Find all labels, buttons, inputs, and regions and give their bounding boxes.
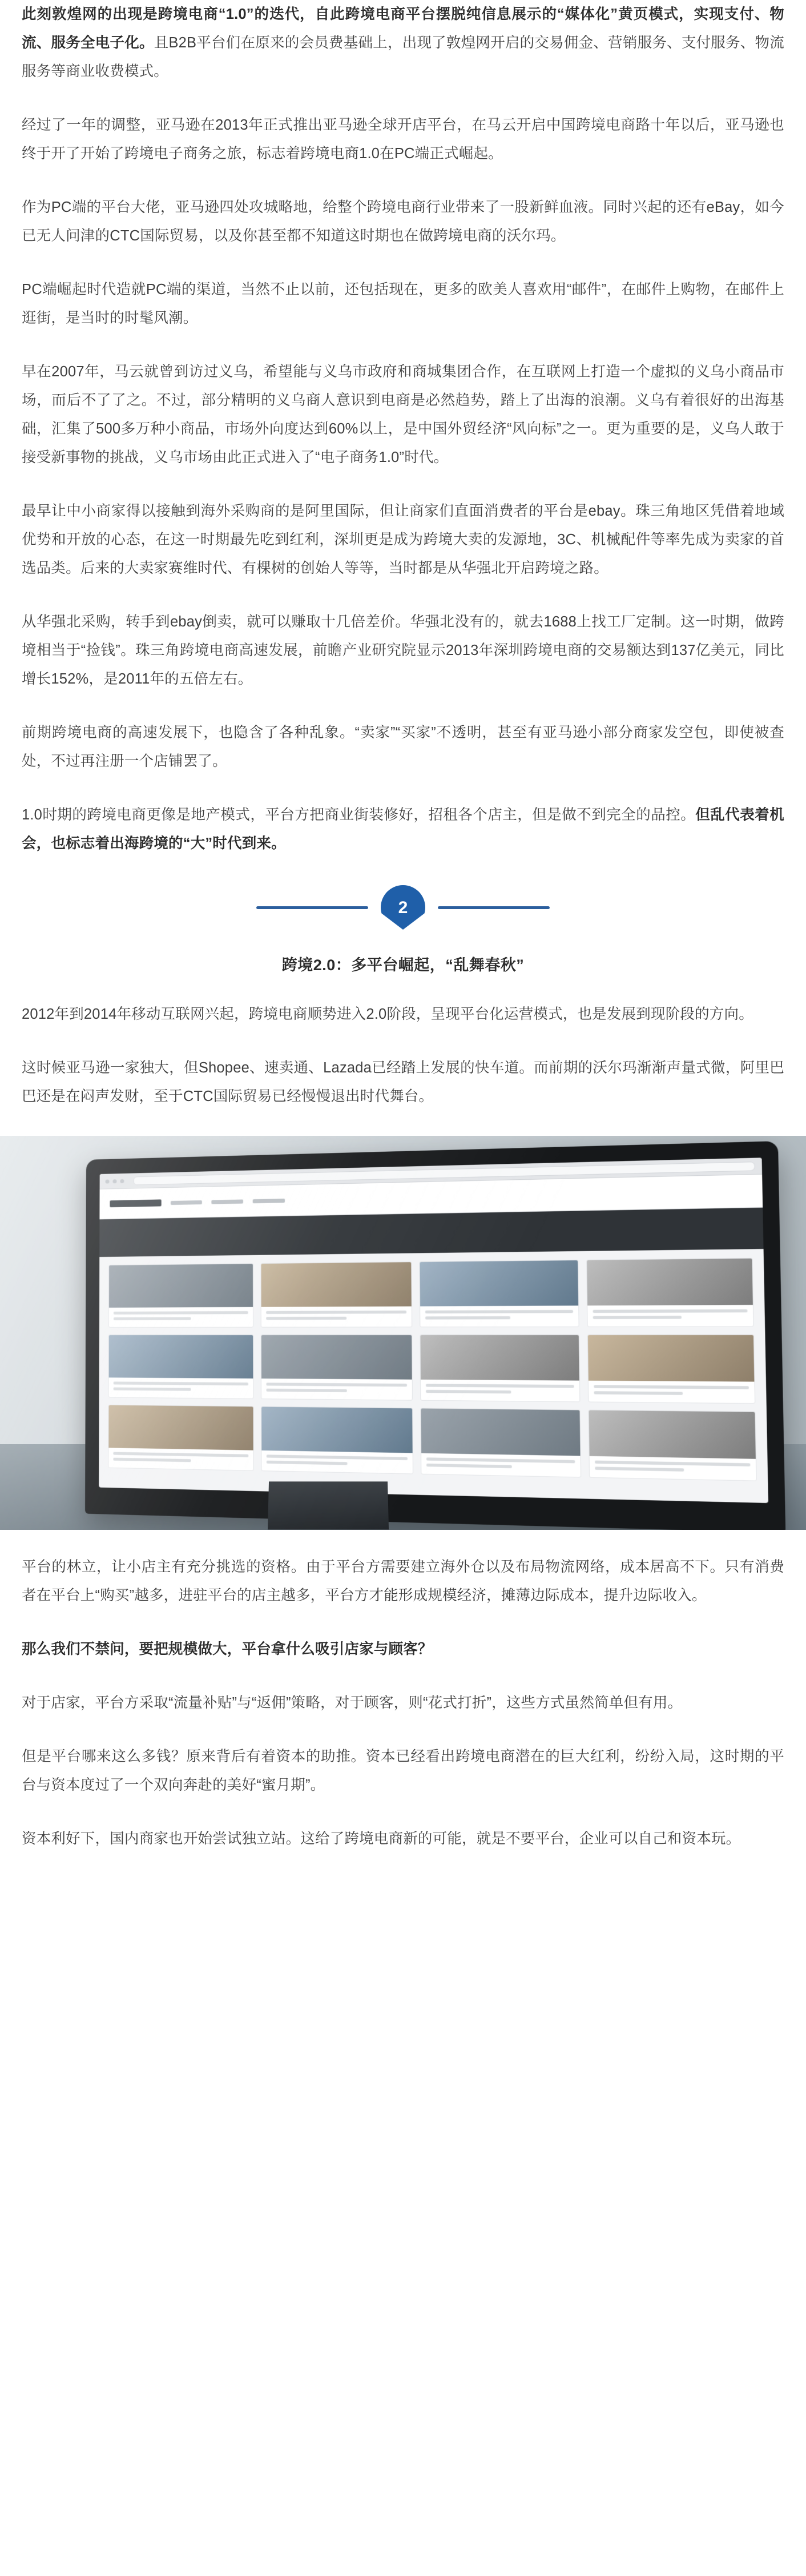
browser-dot-icon [120,1179,124,1183]
product-thumbnail [587,1259,753,1306]
paragraph-2: 经过了一年的调整，亚马逊在2013年正式推出亚马逊全球开店平台，在马云开启中国跨境电商路十年以后，亚马逊也终于开了开始了跨境电子商务之旅，标志着跨境电商1.0在PC端正式崛起。 [22,117,784,162]
product-thumbnail [261,1335,412,1380]
paragraph-14: 对于店家，平台方采取“流量补贴”与“返佣”策略，对于顾客，则“花式打折”，这些方式虽然简单但有用。 [22,1695,683,1711]
paragraph-8: 前期跨境电商的高速发展下，也隐含了各种乱象。“卖家”“买家”不透明，甚至有亚马逊小部分商家发空包，即使被查处，不过再注册一个店铺罢了。 [22,725,784,769]
product-card [260,1261,412,1327]
browser-dot-icon [112,1179,116,1183]
product-thumbnail [420,1260,578,1306]
paragraph-13: 那么我们不禁问，要把规模做大，平台拿什么吸引店家与顾客？ [22,1641,433,1657]
paragraph-10: 2012年到2014年移动互联网兴起，跨境电商顺势进入2.0阶段，呈现平台化运营模式，也是发展到现阶段的方向。 [22,1006,753,1022]
product-thumbnail [420,1335,579,1381]
paragraph-4: PC端崛起时代造就PC端的渠道，当然不止以前，还包括现在，更多的欧美人喜欢用“邮件”，在邮件上购物，在邮件上逛街，是当时的时髦风潮。 [22,282,784,326]
section-number-badge [381,885,425,930]
product-card [587,1335,755,1404]
monitor-stand [268,1481,389,1529]
product-thumbnail [589,1410,756,1459]
article-figure [22,1136,784,1530]
paragraph-11: 这时候亚马逊一家独大，但Shopee、速卖通、Lazada已经踏上发展的快车道。而前期的沃尔玛渐渐声量式微，阿里巴巴还是在闷声发财，至于CTC国际贸易已经慢慢退出时代舞台。 [22,1060,784,1104]
website-nav-item [171,1200,202,1204]
divider-line-left [256,906,368,909]
paragraph-7: 从华强北采购，转手到ebay倒卖，就可以赚取十几倍差价。华强北没有的，就去1688上找工厂定制。这一时期，做跨境相当于“捡钱”。珠三角跨境电商高速发展，前瞻产业研究院显示2013年深圳跨境电商的交易额达到137亿美元，同比增长152%，是2011年的五倍左右。 [22,614,784,687]
section-number: 2 [398,898,408,917]
divider-line-right [438,906,550,909]
product-grid [99,1249,768,1490]
website-nav-item [211,1199,243,1204]
product-thumbnail [108,1405,253,1450]
product-thumbnail [261,1262,412,1307]
product-card [586,1258,753,1327]
paragraph-3: 作为PC端的平台大佬，亚马逊四处攻城略地，给整个跨境电商行业带来了一股新鲜血液。同时兴起的还有eBay，如今已无人问津的CTC国际贸易，以及你甚至都不知道这时期也在做跨境电商的沃尔玛。 [22,199,784,244]
product-card [420,1408,581,1477]
product-card [260,1335,413,1401]
paragraph-6: 最早让中小商家得以接触到海外采购商的是阿里国际，但让商家们直面消费者的平台是ebay。珠三角地区凭借着地域优势和开放的心态，在这一时期最先吃到红利，深圳更是成为跨境大卖的发源地，3C、机械配件等率先成为卖家的首选品类。后来的大卖家赛维时代、有棵树的创始人等等，当时都是从华强北开启跨境之路。 [22,503,784,576]
product-card [108,1335,253,1399]
product-card [419,1260,579,1327]
product-card [261,1406,413,1474]
paragraph-15: 但是平台哪来这么多钱？原来背后有着资本的助推。资本已经看出跨境电商潜在的巨大红利，纷纷入局，这时期的平台与资本度过了一个双向奔赴的美好“蜜月期”。 [22,1749,784,1793]
paragraph-1: 此刻敦煌网的出现是跨境电商“1.0”的迭代，自此跨境电商平台摆脱纯信息展示的“媒体化”黄页模式，实现支付、物流、服务全电子化。且B2B平台们在原来的会员费基础上，出现了敦煌网开启的交易佣金、营销服务、支付服务、物流服务等商业收费模式。 [22,6,784,79]
product-thumbnail [109,1335,253,1379]
product-card [588,1410,757,1481]
paragraph-12: 平台的林立，让小店主有充分挑选的资格。由于平台方需要建立海外仓以及布局物流网络，成本居高不下。只有消费者在平台上“购买”越多，进驻平台的店主越多，平台方才能形成规模经济，摊薄边际成本，提升边际收入。 [22,1559,784,1604]
product-card [108,1405,253,1471]
computer-monitor [85,1141,785,1530]
monitor-photo [0,1136,806,1530]
website-nav-item [253,1198,285,1203]
website-logo [110,1199,161,1207]
section-divider [22,883,784,932]
product-thumbnail [587,1335,754,1382]
paragraph-9: 1.0时期的跨境电商更像是地产模式，平台方把商业街装修好，招租各个店主，但是做不到完全的品控。但乱代表着机会，也标志着出海跨境的“大”时代到来。 [22,807,784,851]
product-thumbnail [261,1407,413,1453]
product-thumbnail [421,1408,579,1456]
paragraph-5: 早在2007年，马云就曾到访过义乌，希望能与义乌市政府和商城集团合作，在互联网上打造一个虚拟的义乌小商品市场，而后不了了之。不过，部分精明的义乌商人意识到电商是必然趋势，踏上了出海的浪潮。义乌有着很好的出海基础，汇集了500多万种小商品，市场外向度达到60%以上，是中国外贸经济“风向标”之一。更为重要的是，义乌人敢于接受新事物的挑战，义乌市场由此正式进入了“电子商务1.0”时代。 [22,364,784,465]
product-thumbnail [109,1264,253,1308]
monitor-screen [99,1158,768,1503]
section-title: 跨境2.0：多平台崛起，“乱舞春秋” [281,957,525,974]
product-card [420,1335,579,1402]
product-card [108,1263,253,1328]
browser-dot-icon [106,1179,110,1183]
paragraph-16: 资本利好下，国内商家也开始尝试独立站。这给了跨境电商新的可能，就是不要平台，企业可以自己和资本玩。 [22,1831,741,1847]
